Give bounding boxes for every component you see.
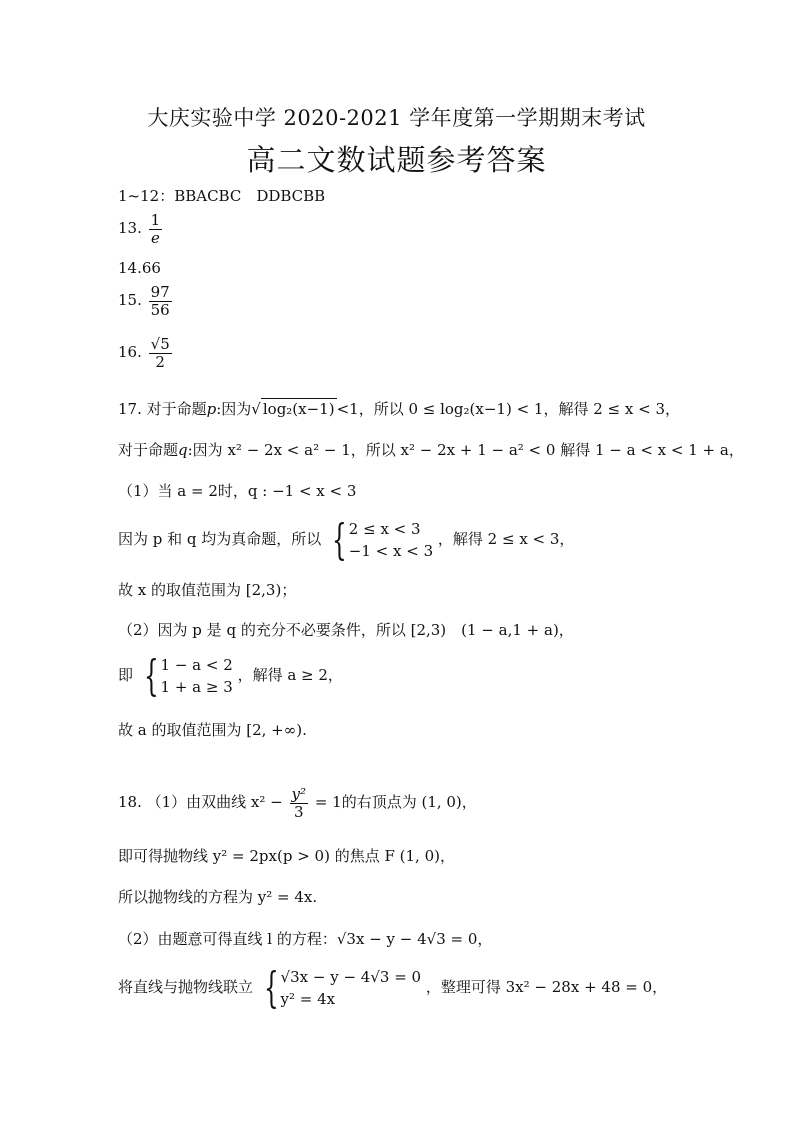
- answer-title: 高二文数试题参考答案: [246, 143, 547, 177]
- q18-line-3: 所以抛物线的方程为 y² = 4x.: [118, 888, 318, 906]
- equation-system: [138, 651, 233, 700]
- text: = 1的右顶点为 (1, 0)，: [314, 793, 477, 811]
- choice-answers: 1~12：BBACBC DDBCBB: [118, 187, 326, 205]
- brace-icon: {: [332, 515, 347, 564]
- fraction-denominator: 3: [294, 802, 304, 821]
- q17-line-4: [118, 515, 575, 564]
- fraction-numerator: √5: [150, 335, 170, 353]
- fraction-denominator: 2: [155, 352, 165, 371]
- q17-line-5: 故 x 的取值范围为 [2,3)；: [118, 581, 297, 599]
- answer-13: [118, 212, 164, 246]
- text: 17. 对于命题: [118, 400, 207, 418]
- text: 将直线与抛物线联立: [118, 978, 254, 996]
- text: ，解得 a ≥ 2，: [237, 666, 343, 684]
- answer-14: 14.66: [118, 259, 161, 277]
- answer-15: [118, 284, 174, 318]
- answer-15-fraction: [149, 284, 172, 318]
- text: :因为 x² − 2x < a² − 1，所以 x² − 2x + 1 − a² < 0 解得 1 − a < x < 1 + a，: [187, 441, 744, 459]
- text: 即: [118, 666, 134, 684]
- fraction-denominator: 56: [150, 300, 170, 319]
- fraction: [290, 786, 309, 820]
- var-q: q: [178, 441, 188, 459]
- fraction-numerator: 97: [150, 283, 170, 301]
- q17-line-8: 故 a 的取值范围为 [2, +∞).: [118, 721, 307, 739]
- system-row: −1 < x < 3: [348, 542, 434, 560]
- system-row: 1 − a < 2: [160, 656, 233, 674]
- system-row: y² = 4x: [280, 990, 336, 1008]
- text: ，整理可得 3x² − 28x + 48 = 0，: [425, 978, 668, 996]
- system-row: √3x − y − 4√3 = 0: [280, 968, 422, 986]
- brace-icon: {: [143, 651, 159, 700]
- q18-line-2: 即可得抛物线 y² = 2px(p > 0) 的焦点 F (1, 0)，: [118, 847, 455, 865]
- q17-line-2: [118, 440, 744, 460]
- sqrt-radicand: log₂(x−1): [262, 400, 335, 418]
- q18-line-5: [118, 963, 668, 1012]
- answer-15-label: 15.: [118, 291, 142, 309]
- fraction-numerator: 1: [150, 211, 161, 229]
- q17-line-1: 17. 对于命题p:因为√ log₂(x−1) <1，所以 0 ≤ log₂(x−1) < 1，解得 2 ≤ x < 3，: [118, 400, 680, 418]
- text: 对于命题: [118, 441, 179, 459]
- brace-icon: {: [263, 963, 279, 1012]
- answer-16-label: 16.: [118, 343, 142, 361]
- equation-system: [258, 963, 422, 1012]
- answer-13-fraction: [149, 212, 163, 246]
- q17-line-7: [118, 651, 343, 700]
- system-row: 1 + a ≥ 3: [160, 678, 233, 696]
- text: 因为 p 和 q 均为真命题，所以: [118, 530, 322, 548]
- q18-line-1: [118, 786, 477, 820]
- text: :因为: [216, 400, 252, 418]
- answer-16-fraction: [149, 336, 172, 370]
- q18-line-4: （2）由题意可得直线 l 的方程：√3x − y − 4√3 = 0，: [118, 930, 493, 948]
- answer-13-label: 13.: [118, 219, 142, 237]
- answer-16: [118, 336, 174, 370]
- fraction-denominator: e: [150, 228, 160, 247]
- system-row: 2 ≤ x < 3: [348, 520, 421, 538]
- text: 18. （1）由双曲线 x² −: [118, 793, 283, 811]
- var-p: p: [206, 400, 217, 418]
- text: <1，所以 0 ≤ log₂(x−1) < 1，解得 2 ≤ x < 3，: [336, 400, 680, 418]
- exam-title: 大庆实验中学 2020-2021 学年度第一学期期末考试: [147, 106, 646, 130]
- q17-line-3: （1）当 a = 2时，q : −1 < x < 3: [118, 482, 357, 500]
- fraction-numerator: y²: [291, 785, 307, 803]
- equation-system: [326, 515, 434, 564]
- q17-line-6: （2）因为 p 是 q 的充分不必要条件，所以 [2,3) (1 − a,1 + a)，: [118, 621, 574, 639]
- text: ，解得 2 ≤ x < 3，: [437, 530, 575, 548]
